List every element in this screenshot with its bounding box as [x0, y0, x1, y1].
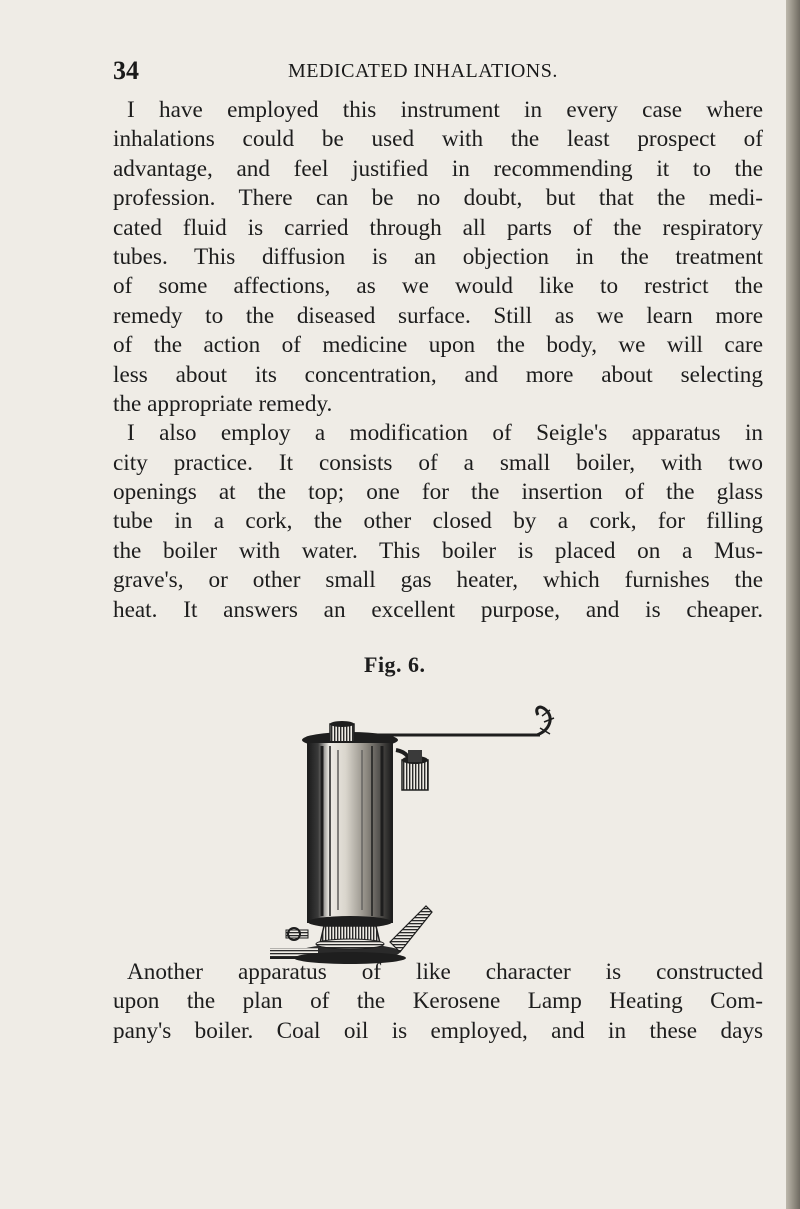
text-line: of some affections, as we would like to restrict the: [113, 273, 763, 300]
text-line: remedy to the diseased surface. Still as we learn more: [113, 302, 763, 329]
glass-tube-outlet: [342, 707, 554, 735]
text-line: cated fluid is carried through all parts of the respiratory: [113, 214, 763, 241]
figure-illustration: [250, 680, 570, 970]
text-line: grave's, or other small gas heater, which furnishes the: [113, 567, 763, 594]
text-line: advantage, and feel justified in recommending it to the: [113, 155, 763, 182]
text-line: the appropriate remedy.: [113, 390, 333, 417]
figure-label: Fig. 6.: [364, 652, 426, 677]
text-line: pany's boiler. Coal oil is employed, and in these days: [113, 1017, 763, 1044]
apparatus-engraving: [250, 680, 570, 970]
filling-spout: [396, 750, 428, 790]
text-line: tubes. This diffusion is an objection in the treatment: [113, 243, 763, 270]
text-line: upon the plan of the Kerosene Lamp Heating Com-: [113, 988, 763, 1015]
page-header: [113, 56, 763, 86]
page-gutter: [786, 0, 800, 1209]
text-line: city practice. It consists of a small boiler, with two: [113, 449, 763, 476]
gas-tap: [286, 928, 308, 940]
text-line: heat. It answers an excellent purpose, and is cheaper.: [113, 596, 763, 623]
text-line: tube in a cork, the other closed by a cork, for filling: [113, 508, 763, 535]
text-line: profession. There can be no doubt, but that the medi-: [113, 185, 763, 212]
text-line: less about its concentration, and more about selecting: [113, 361, 763, 388]
text-line: inhalations could be used with the least prospect of: [113, 126, 763, 153]
body-text-lower: [113, 958, 763, 1046]
boiler-cylinder: [308, 742, 392, 928]
body-text-upper: [113, 96, 763, 625]
text-line: openings at the top; one for the insertion of the glass: [113, 479, 763, 506]
paragraph-3: [113, 958, 763, 1046]
text-line: of the action of medicine upon the body, we will care: [113, 332, 763, 359]
paragraph-2: [113, 419, 763, 625]
text-line: I have employed this instrument in every case where: [127, 97, 763, 123]
text-line: Another apparatus of like character is constructed: [127, 959, 763, 985]
running-head: MEDICATED INHALATIONS.: [288, 60, 558, 82]
page-number: 34: [113, 56, 139, 85]
text-line: the boiler with water. This boiler is placed on a Mus-: [113, 537, 763, 564]
text-line: I also employ a modification of Seigle's apparatus in: [127, 420, 763, 447]
paragraph-1: [113, 96, 763, 419]
